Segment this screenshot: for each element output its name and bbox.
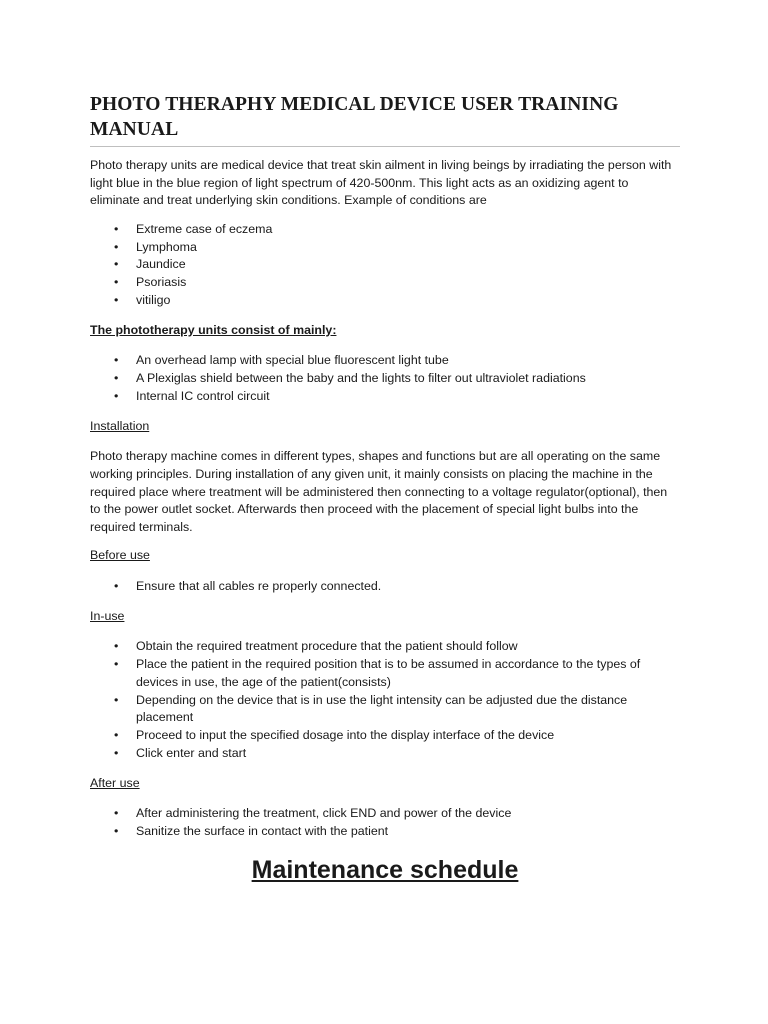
bullet-icon: • [114,692,119,707]
components-heading: The phototherapy units consist of mainly: [90,322,337,337]
bullet-icon: • [114,275,119,290]
maintenance-schedule-heading: Maintenance schedule [251,856,519,885]
list-item [90,638,680,656]
page-title: PHOTO THERAPHY MEDICAL DEVICE USER TRAINING MANUAL [90,94,619,140]
list-item [90,578,680,596]
bullet-icon: • [114,388,119,403]
bullet-icon: • [114,806,119,821]
in-use-heading: In-use [90,608,125,623]
list-item [90,692,680,728]
components-list [90,352,680,405]
bullet-icon: • [114,824,119,839]
list-item-text: A Plexiglas shield between the baby and the lights to filter out ultraviolet radiations [136,371,586,386]
list-item [90,370,680,388]
list-item [90,388,680,406]
bullet-icon: • [114,239,119,254]
bullet-icon: • [114,292,119,307]
list-item-text: After administering the treatment, click END and power of the device [136,806,512,821]
conditions-list [90,221,680,310]
list-item-text: Extreme case of eczema [136,221,273,236]
list-item-text: Psoriasis [136,275,187,290]
bullet-icon: • [114,221,119,236]
list-item-text: Place the patient in the required position that is to be assumed in accordance to the types of devices in use, the age of the patient(consists) [136,657,641,689]
list-item-text: Lymphoma [136,239,197,254]
list-item-text: Proceed to input the specified dosage into the display interface of the device [136,728,555,743]
list-item-text: Obtain the required treatment procedure that the patient should follow [136,639,518,654]
bullet-icon: • [114,578,119,593]
list-item-text: Click enter and start [136,746,247,761]
list-item-text: Sanitize the surface in contact with the patient [136,824,389,839]
list-item-text: An overhead lamp with special blue fluorescent light tube [136,353,449,368]
bullet-icon: • [114,353,119,368]
list-item [90,745,680,763]
list-item [90,823,680,841]
list-item [90,221,680,239]
document-body [90,92,680,885]
bullet-icon: • [114,257,119,272]
list-item [90,239,680,257]
list-item [90,274,680,292]
list-item-text: Internal IC control circuit [136,388,270,403]
installation-paragraph: Photo therapy machine comes in different types, shapes and functions but are all operating on the same working principles. During installation of any given unit, it mainly consists on placing the machine in the required place where treatment will be administered then connecting to a voltage regulator(optional), then to the power outlet socket. Afterwards then proceed with the placement of special light bulbs into the required terminals. [90,449,668,534]
list-item [90,292,680,310]
list-item-text: Jaundice [136,257,186,272]
after-use-heading: After use [90,775,140,790]
before-use-heading: Before use [90,548,150,563]
list-item [90,727,680,745]
list-item-text: Ensure that all cables re properly connected. [136,578,382,593]
after-use-list [90,805,680,841]
list-item-text: Depending on the device that is in use the light intensity can be adjusted due the distance placement [136,692,628,725]
bullet-icon: • [114,728,119,743]
intro-paragraph: Photo therapy units are medical device that treat skin ailment in living beings by irradiating the person with light blue in the blue region of light spectrum of 420-500nm. This light acts as an oxidizing agent to eliminate and treat underlying skin conditions. Example of conditions are [90,158,672,208]
bullet-icon: • [114,746,119,761]
list-item [90,256,680,274]
title-rule [90,146,680,147]
bullet-icon: • [114,657,119,672]
list-item [90,656,680,692]
before-use-list [90,578,680,596]
bullet-icon: • [114,639,119,654]
list-item-text: vitiligo [136,292,171,307]
bullet-icon: • [114,371,119,386]
installation-heading: Installation [90,418,150,433]
list-item [90,805,680,823]
in-use-list [90,638,680,763]
list-item [90,352,680,370]
